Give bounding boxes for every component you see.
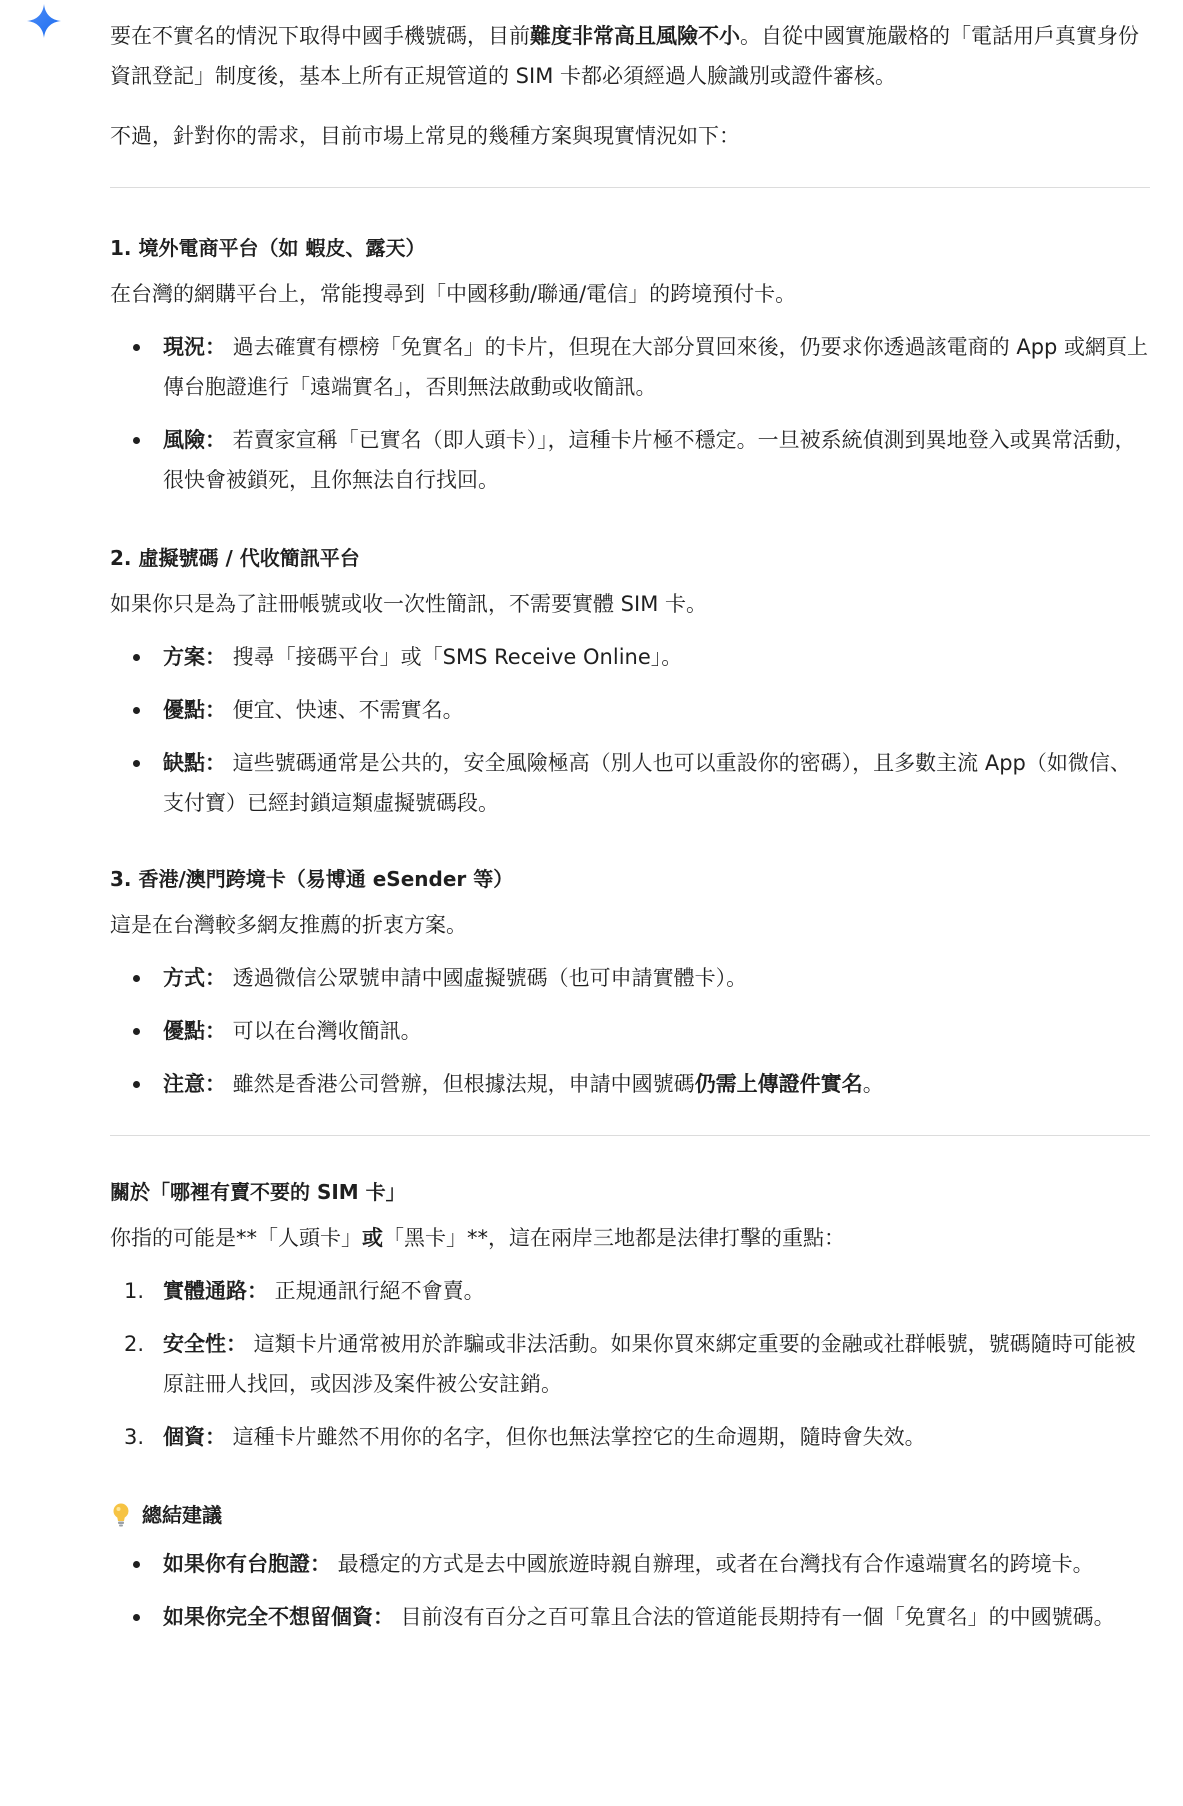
section-2-heading: 2. 虛擬號碼 / 代收簡訊平台 [110, 546, 360, 570]
response-content [110, 0, 1150, 1637]
intro-paragraph-2: 不過，針對你的需求，目前市場上常見的幾種方案與現實情況如下： [110, 124, 740, 148]
section-4-heading: 關於「哪裡有賣不要的 SIM 卡」 [110, 1180, 406, 1204]
section-1-heading: 1. 境外電商平台（如 蝦皮、露天） [110, 236, 426, 260]
section-1-list [110, 327, 1150, 500]
section-3-list [110, 958, 1150, 1104]
section-2-summary: 如果你只是為了註冊帳號或收一次性簡訊，不需要實體 SIM 卡。 [110, 592, 707, 616]
divider [110, 187, 1150, 188]
list-item: 方案： 搜尋「接碼平台」或「SMS Receive Online」。 [110, 637, 1150, 677]
list-item: 1. 實體通路： 正規通訊行絕不會賣。 [124, 1279, 485, 1303]
list-item: 2. 安全性： 這類卡片通常被用於詐騙或非法活動。如果你買來綁定重要的金融或社群帳號，號碼隨時可能被原註冊人找回，或因涉及案件被公安註銷。 [124, 1332, 1136, 1396]
section-2-list [110, 637, 1150, 823]
section-1-summary: 在台灣的網購平台上，常能搜尋到「中國移動/聯通/電信」的跨境預付卡。 [110, 282, 797, 306]
sparkle-icon [26, 3, 62, 39]
list-item: 現況： 過去確實有標榜「免實名」的卡片，但現在大部分買回來後，仍要求你透過該電商的 App 或網頁上傳台胞證進行「遠端實名」，否則無法啟動或收簡訊。 [110, 327, 1150, 407]
summary-list [110, 1544, 1150, 1637]
section-3-summary: 這是在台灣較多網友推薦的折衷方案。 [110, 913, 467, 937]
section-4-list [110, 1271, 1150, 1457]
list-item: 缺點： 這些號碼通常是公共的，安全風險極高（別人也可以重設你的密碼），且多數主流 App（如微信、支付寶）已經封鎖這類虛擬號碼段。 [110, 743, 1150, 823]
list-item: 如果你有台胞證： 最穩定的方式是去中國旅遊時親自辦理，或者在台灣找有合作遠端實名的跨境卡。 [110, 1544, 1150, 1584]
divider [110, 1135, 1150, 1136]
section-4-summary: 你指的可能是**「人頭卡」或「黑卡」**，這在兩岸三地都是法律打擊的重點： [110, 1226, 845, 1250]
intro-paragraph: 要在不實名的情況下取得中國手機號碼，目前難度非常高且風險不小。自從中國實施嚴格的「電話用戶真實身份資訊登記」制度後，基本上所有正規管道的 SIM 卡都必須經過人臉識別或證件審核。 [110, 24, 1139, 88]
list-item: 優點： 便宜、快速、不需實名。 [110, 690, 1150, 730]
list-item: 方式： 透過微信公眾號申請中國虛擬號碼（也可申請實體卡）。 [110, 958, 1150, 998]
lightbulb-icon [110, 1502, 132, 1528]
list-item: 注意： 雖然是香港公司營辦，但根據法規，申請中國號碼仍需上傳證件實名。 [110, 1064, 1150, 1104]
list-item: 如果你完全不想留個資： 目前沒有百分之百可靠且合法的管道能長期持有一個「免實名」的中國號碼。 [110, 1597, 1150, 1637]
summary-heading: 總結建議 [110, 1499, 1150, 1531]
list-item: 3. 個資： 這種卡片雖然不用你的名字，但你也無法掌控它的生命週期，隨時會失效。 [124, 1425, 926, 1449]
list-item: 優點： 可以在台灣收簡訊。 [110, 1011, 1150, 1051]
list-item: 風險： 若賣家宣稱「已實名（即人頭卡）」，這種卡片極不穩定。一旦被系統偵測到異地登入或異常活動，很快會被鎖死，且你無法自行找回。 [110, 420, 1150, 500]
section-3-heading: 3. 香港/澳門跨境卡（易博通 eSender 等） [110, 867, 514, 891]
